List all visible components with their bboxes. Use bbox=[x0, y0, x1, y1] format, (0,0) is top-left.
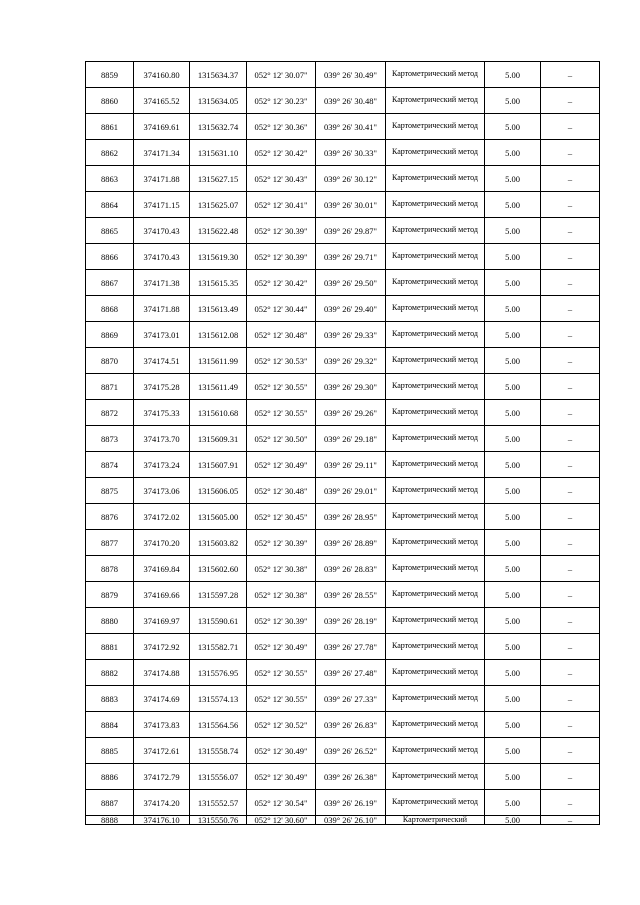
latitude-cell: 052° 12' 30.39" bbox=[247, 244, 316, 270]
note-cell: – bbox=[541, 374, 600, 400]
longitude-cell: 039° 26' 30.48" bbox=[316, 88, 386, 114]
y-coordinate-cell: 1315634.05 bbox=[190, 88, 247, 114]
latitude-cell: 052° 12' 30.39" bbox=[247, 530, 316, 556]
x-coordinate-cell: 374171.88 bbox=[134, 166, 190, 192]
table-row bbox=[86, 530, 600, 556]
longitude-cell: 039° 26' 27.78" bbox=[316, 634, 386, 660]
note-cell: – bbox=[541, 504, 600, 530]
note-cell: – bbox=[541, 790, 600, 816]
note-cell: – bbox=[541, 166, 600, 192]
point-number-cell: 8861 bbox=[86, 114, 134, 140]
point-number-cell: 8876 bbox=[86, 504, 134, 530]
latitude-cell: 052° 12' 30.49" bbox=[247, 634, 316, 660]
latitude-cell: 052° 12' 30.23" bbox=[247, 88, 316, 114]
accuracy-cell: 5.00 bbox=[485, 192, 541, 218]
x-coordinate-cell: 374169.97 bbox=[134, 608, 190, 634]
method-cell: Картометрический метод bbox=[386, 166, 485, 192]
table-row bbox=[86, 478, 600, 504]
accuracy-cell: 5.00 bbox=[485, 686, 541, 712]
note-cell: – bbox=[541, 244, 600, 270]
x-coordinate-cell: 374171.15 bbox=[134, 192, 190, 218]
longitude-cell: 039° 26' 30.33" bbox=[316, 140, 386, 166]
y-coordinate-cell: 1315610.68 bbox=[190, 400, 247, 426]
longitude-cell: 039° 26' 27.48" bbox=[316, 660, 386, 686]
table-body bbox=[86, 62, 600, 825]
x-coordinate-cell: 374173.06 bbox=[134, 478, 190, 504]
x-coordinate-cell: 374169.84 bbox=[134, 556, 190, 582]
x-coordinate-cell: 374174.88 bbox=[134, 660, 190, 686]
longitude-cell: 039° 26' 29.01" bbox=[316, 478, 386, 504]
longitude-cell: 039° 26' 28.95" bbox=[316, 504, 386, 530]
latitude-cell: 052° 12' 30.42" bbox=[247, 140, 316, 166]
table-row bbox=[86, 296, 600, 322]
latitude-cell: 052° 12' 30.55" bbox=[247, 400, 316, 426]
y-coordinate-cell: 1315622.48 bbox=[190, 218, 247, 244]
accuracy-cell: 5.00 bbox=[485, 790, 541, 816]
accuracy-cell: 5.00 bbox=[485, 166, 541, 192]
table-row bbox=[86, 790, 600, 816]
accuracy-cell: 5.00 bbox=[485, 270, 541, 296]
table-row bbox=[86, 452, 600, 478]
x-coordinate-cell: 374173.01 bbox=[134, 322, 190, 348]
longitude-cell: 039° 26' 30.12" bbox=[316, 166, 386, 192]
x-coordinate-cell: 374170.43 bbox=[134, 218, 190, 244]
y-coordinate-cell: 1315602.60 bbox=[190, 556, 247, 582]
table-row bbox=[86, 114, 600, 140]
accuracy-cell: 5.00 bbox=[485, 530, 541, 556]
latitude-cell: 052° 12' 30.38" bbox=[247, 582, 316, 608]
method-cell: Картометрический метод bbox=[386, 244, 485, 270]
accuracy-cell: 5.00 bbox=[485, 738, 541, 764]
y-coordinate-cell: 1315597.28 bbox=[190, 582, 247, 608]
table-row bbox=[86, 608, 600, 634]
longitude-cell: 039° 26' 29.40" bbox=[316, 296, 386, 322]
y-coordinate-cell: 1315590.61 bbox=[190, 608, 247, 634]
method-cell: Картометрический bbox=[386, 816, 485, 825]
method-cell: Картометрический метод bbox=[386, 62, 485, 88]
accuracy-cell: 5.00 bbox=[485, 504, 541, 530]
accuracy-cell: 5.00 bbox=[485, 296, 541, 322]
accuracy-cell: 5.00 bbox=[485, 62, 541, 88]
latitude-cell: 052° 12' 30.60" bbox=[247, 816, 316, 825]
table-row bbox=[86, 686, 600, 712]
note-cell: – bbox=[541, 140, 600, 166]
table-row bbox=[86, 270, 600, 296]
longitude-cell: 039° 26' 28.89" bbox=[316, 530, 386, 556]
point-number-cell: 8863 bbox=[86, 166, 134, 192]
accuracy-cell: 5.00 bbox=[485, 140, 541, 166]
x-coordinate-cell: 374173.70 bbox=[134, 426, 190, 452]
method-cell: Картометрический метод bbox=[386, 504, 485, 530]
y-coordinate-cell: 1315605.00 bbox=[190, 504, 247, 530]
x-coordinate-cell: 374165.52 bbox=[134, 88, 190, 114]
y-coordinate-cell: 1315632.74 bbox=[190, 114, 247, 140]
note-cell: – bbox=[541, 686, 600, 712]
longitude-cell: 039° 26' 29.30" bbox=[316, 374, 386, 400]
y-coordinate-cell: 1315634.37 bbox=[190, 62, 247, 88]
y-coordinate-cell: 1315550.76 bbox=[190, 816, 247, 825]
y-coordinate-cell: 1315611.49 bbox=[190, 374, 247, 400]
method-cell: Картометрический метод bbox=[386, 478, 485, 504]
y-coordinate-cell: 1315631.10 bbox=[190, 140, 247, 166]
accuracy-cell: 5.00 bbox=[485, 452, 541, 478]
point-number-cell: 8866 bbox=[86, 244, 134, 270]
point-number-cell: 8882 bbox=[86, 660, 134, 686]
note-cell: – bbox=[541, 192, 600, 218]
latitude-cell: 052° 12' 30.41" bbox=[247, 192, 316, 218]
y-coordinate-cell: 1315574.13 bbox=[190, 686, 247, 712]
point-number-cell: 8881 bbox=[86, 634, 134, 660]
accuracy-cell: 5.00 bbox=[485, 322, 541, 348]
latitude-cell: 052° 12' 30.39" bbox=[247, 218, 316, 244]
latitude-cell: 052° 12' 30.53" bbox=[247, 348, 316, 374]
x-coordinate-cell: 374172.02 bbox=[134, 504, 190, 530]
latitude-cell: 052° 12' 30.42" bbox=[247, 270, 316, 296]
note-cell: – bbox=[541, 114, 600, 140]
y-coordinate-cell: 1315558.74 bbox=[190, 738, 247, 764]
y-coordinate-cell: 1315582.71 bbox=[190, 634, 247, 660]
point-number-cell: 8873 bbox=[86, 426, 134, 452]
method-cell: Картометрический метод bbox=[386, 270, 485, 296]
note-cell: – bbox=[541, 348, 600, 374]
method-cell: Картометрический метод bbox=[386, 296, 485, 322]
point-number-cell: 8886 bbox=[86, 764, 134, 790]
y-coordinate-cell: 1315576.95 bbox=[190, 660, 247, 686]
table-row bbox=[86, 504, 600, 530]
latitude-cell: 052° 12' 30.43" bbox=[247, 166, 316, 192]
accuracy-cell: 5.00 bbox=[485, 426, 541, 452]
x-coordinate-cell: 374170.20 bbox=[134, 530, 190, 556]
accuracy-cell: 5.00 bbox=[485, 660, 541, 686]
longitude-cell: 039° 26' 26.83" bbox=[316, 712, 386, 738]
note-cell: – bbox=[541, 608, 600, 634]
y-coordinate-cell: 1315619.30 bbox=[190, 244, 247, 270]
y-coordinate-cell: 1315564.56 bbox=[190, 712, 247, 738]
table-row bbox=[86, 88, 600, 114]
accuracy-cell: 5.00 bbox=[485, 114, 541, 140]
x-coordinate-cell: 374173.83 bbox=[134, 712, 190, 738]
table-row bbox=[86, 582, 600, 608]
x-coordinate-cell: 374172.61 bbox=[134, 738, 190, 764]
latitude-cell: 052° 12' 30.55" bbox=[247, 660, 316, 686]
longitude-cell: 039° 26' 28.83" bbox=[316, 556, 386, 582]
accuracy-cell: 5.00 bbox=[485, 556, 541, 582]
x-coordinate-cell: 374160.80 bbox=[134, 62, 190, 88]
y-coordinate-cell: 1315607.91 bbox=[190, 452, 247, 478]
note-cell: – bbox=[541, 218, 600, 244]
table-row bbox=[86, 192, 600, 218]
latitude-cell: 052° 12' 30.48" bbox=[247, 478, 316, 504]
note-cell: – bbox=[541, 270, 600, 296]
note-cell: – bbox=[541, 530, 600, 556]
table-row bbox=[86, 218, 600, 244]
point-number-cell: 8874 bbox=[86, 452, 134, 478]
point-number-cell: 8884 bbox=[86, 712, 134, 738]
method-cell: Картометрический метод bbox=[386, 114, 485, 140]
accuracy-cell: 5.00 bbox=[485, 478, 541, 504]
latitude-cell: 052° 12' 30.48" bbox=[247, 322, 316, 348]
y-coordinate-cell: 1315613.49 bbox=[190, 296, 247, 322]
latitude-cell: 052° 12' 30.44" bbox=[247, 296, 316, 322]
note-cell: – bbox=[541, 712, 600, 738]
y-coordinate-cell: 1315627.15 bbox=[190, 166, 247, 192]
x-coordinate-cell: 374172.92 bbox=[134, 634, 190, 660]
latitude-cell: 052° 12' 30.54" bbox=[247, 790, 316, 816]
method-cell: Картометрический метод bbox=[386, 400, 485, 426]
longitude-cell: 039° 26' 30.41" bbox=[316, 114, 386, 140]
x-coordinate-cell: 374171.34 bbox=[134, 140, 190, 166]
accuracy-cell: 5.00 bbox=[485, 348, 541, 374]
x-coordinate-cell: 374172.79 bbox=[134, 764, 190, 790]
latitude-cell: 052° 12' 30.55" bbox=[247, 686, 316, 712]
note-cell: – bbox=[541, 764, 600, 790]
point-number-cell: 8868 bbox=[86, 296, 134, 322]
method-cell: Картометрический метод bbox=[386, 660, 485, 686]
latitude-cell: 052° 12' 30.36" bbox=[247, 114, 316, 140]
point-number-cell: 8865 bbox=[86, 218, 134, 244]
accuracy-cell: 5.00 bbox=[485, 634, 541, 660]
latitude-cell: 052° 12' 30.55" bbox=[247, 374, 316, 400]
point-number-cell: 8862 bbox=[86, 140, 134, 166]
method-cell: Картометрический метод bbox=[386, 582, 485, 608]
latitude-cell: 052° 12' 30.45" bbox=[247, 504, 316, 530]
note-cell: – bbox=[541, 738, 600, 764]
point-number-cell: 8878 bbox=[86, 556, 134, 582]
note-cell: – bbox=[541, 816, 600, 825]
point-number-cell: 8887 bbox=[86, 790, 134, 816]
table-row bbox=[86, 738, 600, 764]
method-cell: Картометрический метод bbox=[386, 426, 485, 452]
y-coordinate-cell: 1315609.31 bbox=[190, 426, 247, 452]
point-number-cell: 8870 bbox=[86, 348, 134, 374]
longitude-cell: 039° 26' 28.55" bbox=[316, 582, 386, 608]
accuracy-cell: 5.00 bbox=[485, 218, 541, 244]
accuracy-cell: 5.00 bbox=[485, 88, 541, 114]
table-row bbox=[86, 660, 600, 686]
table-row bbox=[86, 556, 600, 582]
x-coordinate-cell: 374175.28 bbox=[134, 374, 190, 400]
note-cell: – bbox=[541, 296, 600, 322]
longitude-cell: 039° 26' 30.49" bbox=[316, 62, 386, 88]
longitude-cell: 039° 26' 29.32" bbox=[316, 348, 386, 374]
x-coordinate-cell: 374169.61 bbox=[134, 114, 190, 140]
point-number-cell: 8885 bbox=[86, 738, 134, 764]
table-row bbox=[86, 816, 600, 825]
x-coordinate-cell: 374173.24 bbox=[134, 452, 190, 478]
method-cell: Картометрический метод bbox=[386, 140, 485, 166]
note-cell: – bbox=[541, 62, 600, 88]
x-coordinate-cell: 374176.10 bbox=[134, 816, 190, 825]
method-cell: Картометрический метод bbox=[386, 608, 485, 634]
longitude-cell: 039° 26' 29.71" bbox=[316, 244, 386, 270]
point-number-cell: 8879 bbox=[86, 582, 134, 608]
y-coordinate-cell: 1315612.08 bbox=[190, 322, 247, 348]
table-row bbox=[86, 426, 600, 452]
latitude-cell: 052° 12' 30.38" bbox=[247, 556, 316, 582]
table-row bbox=[86, 348, 600, 374]
longitude-cell: 039° 26' 29.11" bbox=[316, 452, 386, 478]
y-coordinate-cell: 1315615.35 bbox=[190, 270, 247, 296]
y-coordinate-cell: 1315606.05 bbox=[190, 478, 247, 504]
note-cell: – bbox=[541, 660, 600, 686]
x-coordinate-cell: 374171.38 bbox=[134, 270, 190, 296]
note-cell: – bbox=[541, 452, 600, 478]
table-row bbox=[86, 244, 600, 270]
method-cell: Картометрический метод bbox=[386, 192, 485, 218]
point-number-cell: 8883 bbox=[86, 686, 134, 712]
point-number-cell: 8869 bbox=[86, 322, 134, 348]
method-cell: Картометрический метод bbox=[386, 634, 485, 660]
y-coordinate-cell: 1315556.07 bbox=[190, 764, 247, 790]
x-coordinate-cell: 374171.88 bbox=[134, 296, 190, 322]
note-cell: – bbox=[541, 556, 600, 582]
accuracy-cell: 5.00 bbox=[485, 244, 541, 270]
note-cell: – bbox=[541, 634, 600, 660]
point-number-cell: 8860 bbox=[86, 88, 134, 114]
longitude-cell: 039° 26' 26.52" bbox=[316, 738, 386, 764]
method-cell: Картометрический метод bbox=[386, 322, 485, 348]
point-number-cell: 8880 bbox=[86, 608, 134, 634]
accuracy-cell: 5.00 bbox=[485, 582, 541, 608]
x-coordinate-cell: 374175.33 bbox=[134, 400, 190, 426]
latitude-cell: 052° 12' 30.49" bbox=[247, 452, 316, 478]
longitude-cell: 039° 26' 26.10" bbox=[316, 816, 386, 825]
longitude-cell: 039° 26' 29.87" bbox=[316, 218, 386, 244]
longitude-cell: 039° 26' 26.38" bbox=[316, 764, 386, 790]
accuracy-cell: 5.00 bbox=[485, 816, 541, 825]
table-row bbox=[86, 400, 600, 426]
longitude-cell: 039° 26' 29.18" bbox=[316, 426, 386, 452]
method-cell: Картометрический метод bbox=[386, 556, 485, 582]
y-coordinate-cell: 1315603.82 bbox=[190, 530, 247, 556]
latitude-cell: 052° 12' 30.49" bbox=[247, 764, 316, 790]
longitude-cell: 039° 26' 29.26" bbox=[316, 400, 386, 426]
method-cell: Картометрический метод bbox=[386, 452, 485, 478]
table-row bbox=[86, 764, 600, 790]
point-number-cell: 8871 bbox=[86, 374, 134, 400]
x-coordinate-cell: 374169.66 bbox=[134, 582, 190, 608]
point-number-cell: 8867 bbox=[86, 270, 134, 296]
note-cell: – bbox=[541, 426, 600, 452]
method-cell: Картометрический метод bbox=[386, 712, 485, 738]
table-row bbox=[86, 140, 600, 166]
table-row bbox=[86, 374, 600, 400]
table-row bbox=[86, 712, 600, 738]
y-coordinate-cell: 1315552.57 bbox=[190, 790, 247, 816]
latitude-cell: 052° 12' 30.52" bbox=[247, 712, 316, 738]
x-coordinate-cell: 374170.43 bbox=[134, 244, 190, 270]
note-cell: – bbox=[541, 88, 600, 114]
x-coordinate-cell: 374174.69 bbox=[134, 686, 190, 712]
accuracy-cell: 5.00 bbox=[485, 374, 541, 400]
x-coordinate-cell: 374174.51 bbox=[134, 348, 190, 374]
point-number-cell: 8872 bbox=[86, 400, 134, 426]
table-row bbox=[86, 166, 600, 192]
point-number-cell: 8875 bbox=[86, 478, 134, 504]
longitude-cell: 039° 26' 30.01" bbox=[316, 192, 386, 218]
y-coordinate-cell: 1315625.07 bbox=[190, 192, 247, 218]
accuracy-cell: 5.00 bbox=[485, 764, 541, 790]
accuracy-cell: 5.00 bbox=[485, 712, 541, 738]
longitude-cell: 039° 26' 28.19" bbox=[316, 608, 386, 634]
point-number-cell: 8877 bbox=[86, 530, 134, 556]
method-cell: Картометрический метод bbox=[386, 738, 485, 764]
method-cell: Картометрический метод bbox=[386, 218, 485, 244]
latitude-cell: 052° 12' 30.39" bbox=[247, 608, 316, 634]
table-row bbox=[86, 62, 600, 88]
accuracy-cell: 5.00 bbox=[485, 400, 541, 426]
note-cell: – bbox=[541, 400, 600, 426]
method-cell: Картометрический метод bbox=[386, 374, 485, 400]
longitude-cell: 039° 26' 26.19" bbox=[316, 790, 386, 816]
longitude-cell: 039° 26' 27.33" bbox=[316, 686, 386, 712]
method-cell: Картометрический метод bbox=[386, 530, 485, 556]
y-coordinate-cell: 1315611.99 bbox=[190, 348, 247, 374]
latitude-cell: 052° 12' 30.49" bbox=[247, 738, 316, 764]
note-cell: – bbox=[541, 322, 600, 348]
point-number-cell: 8888 bbox=[86, 816, 134, 825]
table-row bbox=[86, 322, 600, 348]
method-cell: Картометрический метод bbox=[386, 88, 485, 114]
latitude-cell: 052° 12' 30.50" bbox=[247, 426, 316, 452]
x-coordinate-cell: 374174.20 bbox=[134, 790, 190, 816]
table-row bbox=[86, 634, 600, 660]
longitude-cell: 039° 26' 29.50" bbox=[316, 270, 386, 296]
method-cell: Картометрический метод bbox=[386, 348, 485, 374]
method-cell: Картометрический метод bbox=[386, 686, 485, 712]
coordinates-table bbox=[85, 61, 600, 825]
latitude-cell: 052° 12' 30.07" bbox=[247, 62, 316, 88]
accuracy-cell: 5.00 bbox=[485, 608, 541, 634]
point-number-cell: 8864 bbox=[86, 192, 134, 218]
note-cell: – bbox=[541, 478, 600, 504]
longitude-cell: 039° 26' 29.33" bbox=[316, 322, 386, 348]
method-cell: Картометрический метод bbox=[386, 764, 485, 790]
method-cell: Картометрический метод bbox=[386, 790, 485, 816]
note-cell: – bbox=[541, 582, 600, 608]
point-number-cell: 8859 bbox=[86, 62, 134, 88]
